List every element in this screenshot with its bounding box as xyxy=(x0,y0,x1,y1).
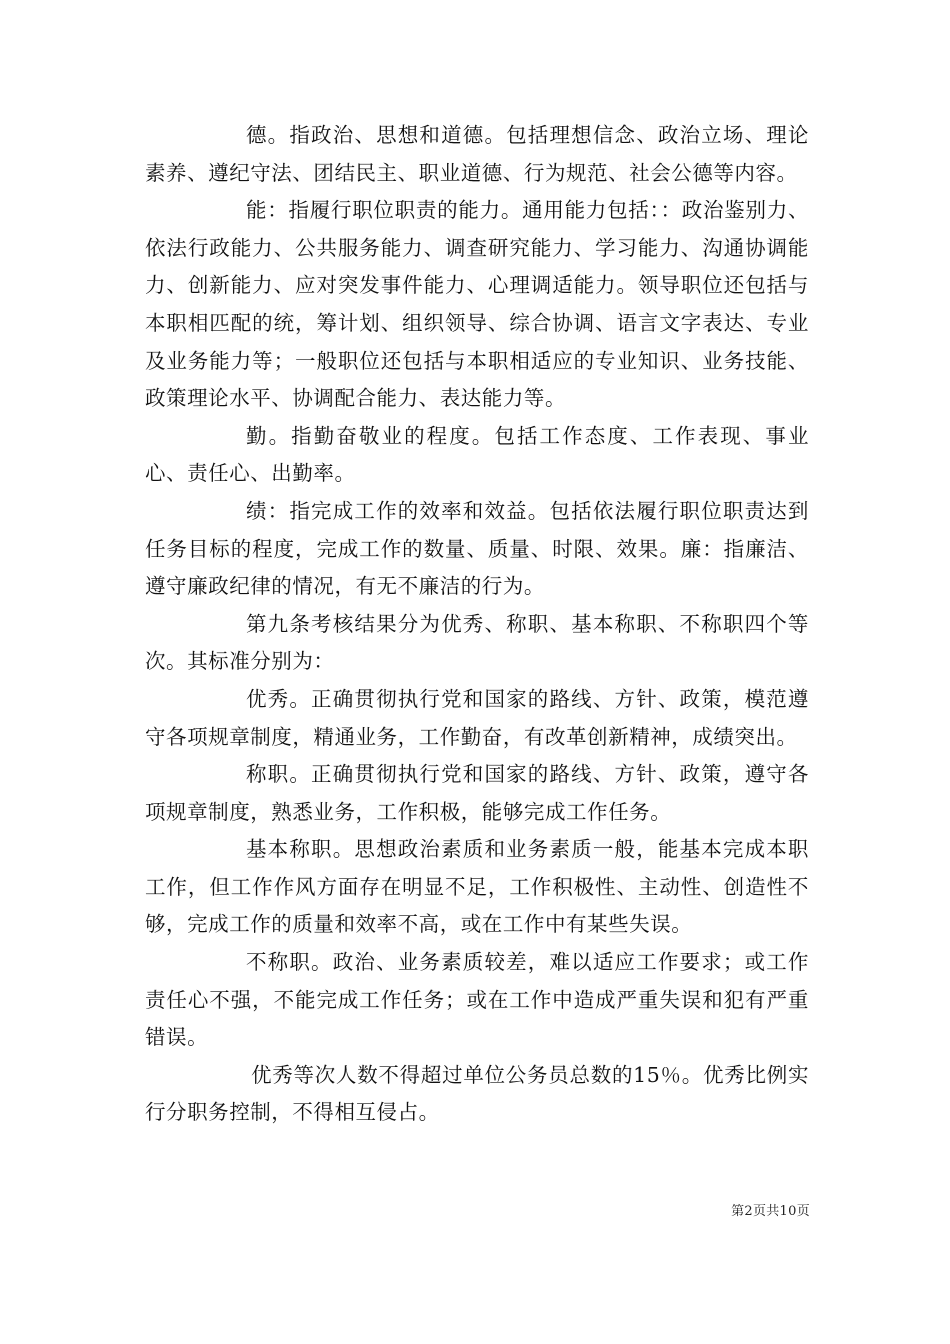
paragraph-quota: 优秀等次人数不得超过单位公务员总数的15％。优秀比例实行分职务控制，不得相互侵占。 xyxy=(145,1062,809,1125)
paragraph-basically-competent: 基本称职。思想政治素质和业务素质一般，能基本完成本职工作，但工作作风方面存在明显不足，工作积极性、主动性、创造性不够，完成工作的质量和效率不高，或在工作中有某些失误。 xyxy=(145,837,809,937)
paragraph-excellent: 优秀。正确贯彻执行党和国家的路线、方针、政策，模范遵守各项规章制度，精通业务，工作勤奋，有改革创新精神，成绩突出。 xyxy=(145,686,809,749)
page-number-footer: 第2页共10页 xyxy=(731,1204,810,1219)
paragraph-ji-lian: 绩：指完成工作的效率和效益。包括依法履行职位职责达到任务目标的程度，完成工作的数量、质量、时限、效果。廉：指廉洁、遵守廉政纪律的情况，有无不廉洁的行为。 xyxy=(145,498,809,599)
document-body xyxy=(145,117,809,1132)
paragraph-incompetent: 不称职。政治、业务素质较差，难以适应工作要求；或工作责任心不强，不能完成工作任务；或在工作中造成严重失误和犯有严重错误。 xyxy=(145,950,809,1050)
paragraph-competent: 称职。正确贯彻执行党和国家的路线、方针、政策，遵守各项规章制度，熟悉业务，工作积极，能够完成工作任务。 xyxy=(145,762,809,824)
paragraph-qin: 勤。指勤奋敬业的程度。包括工作态度、工作表现、事业心、责任心、出勤率。 xyxy=(145,423,809,486)
paragraph-article-9: 第九条考核结果分为优秀、称职、基本称职、不称职四个等次。其标准分别为： xyxy=(145,611,809,674)
paragraph-de: 德。指政治、思想和道德。包括理想信念、政治立场、理论素养、遵纪守法、团结民主、职业道德、行为规范、社会公德等内容。 xyxy=(145,123,809,185)
paragraph-neng: 能：指履行职位职责的能力。通用能力包括：：政治鉴别力、依法行政能力、公共服务能力、调查研究能力、学习能力、沟通协调能力、创新能力、应对突发事件能力、心理调适能力。领导职位还包括与本职相匹配的统，筹计划、组织领导、综合协调、语言文字表达、专业及业务能力等；一般职位还包括与本职相适应的专业知识、业务技能、政策理论水平、协调配合能力、表达能力等。 xyxy=(145,198,809,411)
